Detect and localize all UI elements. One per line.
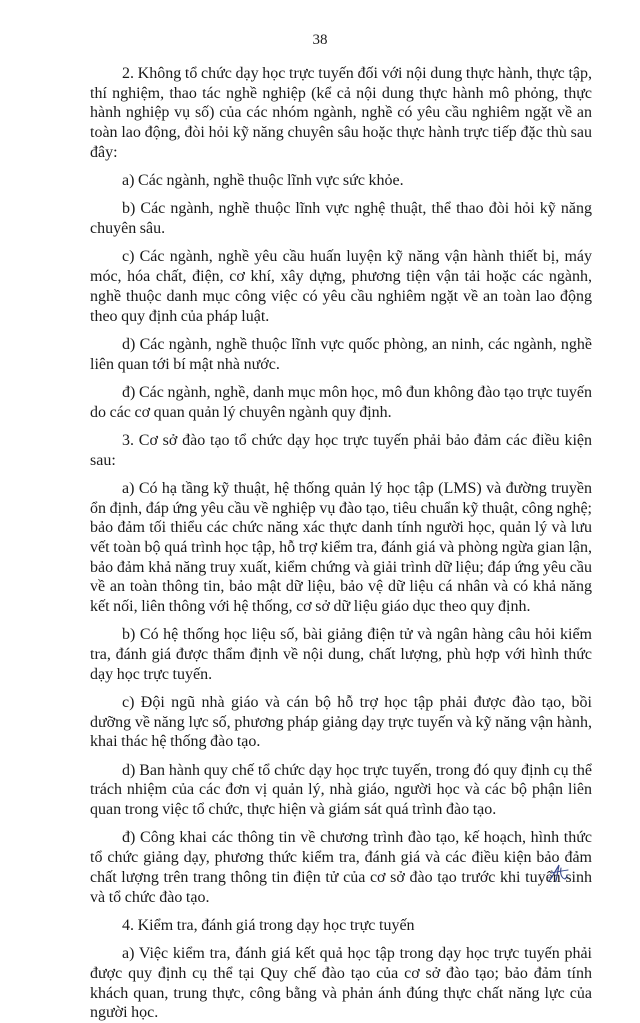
paragraph-3a: a) Có hạ tầng kỹ thuật, hệ thống quản lý học tập (LMS) và đường truyền ổn định, đáp ứng yêu cầu về nghiệp vụ đào tạo, tiêu chuẩn kỹ thuật, công nghệ; bảo đảm tối thiểu các chức năng xác thực danh tính người học, quản lý và lưu vết toàn bộ quá trình học tập, hỗ trợ kiểm tra, đánh giá và phòng ngừa gian lận, bảo đảm khả năng truy xuất, kiểm chứng và giải trình dữ liệu; đáp ứng yêu cầu về an toàn thông tin, bảo mật dữ liệu, bảo vệ dữ liệu cá nhân và có khả năng kết nối, liên thông với hệ thống, cơ sở dữ liệu giáo dục theo quy định. [90, 479, 592, 616]
paragraph-2b: b) Các ngành, nghề thuộc lĩnh vực nghệ thuật, thể thao đòi hỏi kỹ năng chuyên sâu. [90, 200, 592, 238]
paragraph-3: 3. Cơ sở đào tạo tổ chức dạy học trực tuyến phải bảo đảm các điều kiện sau: [90, 431, 592, 469]
paragraph-4a: a) Việc kiểm tra, đánh giá kết quả học tập trong dạy học trực tuyến phải được quy định cụ thể tại Quy chế đào tạo của cơ sở đào tạo; bảo đảm tính khách quan, trung thực, công bằng và phản ánh đúng thực chất năng lực của người học. [90, 945, 592, 1022]
initial-signature [546, 862, 570, 884]
paragraph-2a: a) Các ngành, nghề thuộc lĩnh vực sức khỏe. [122, 172, 404, 190]
paragraph-4: 4. Kiểm tra, đánh giá trong dạy học trực tuyến [122, 916, 415, 934]
paragraph-2c: c) Các ngành, nghề yêu cầu huấn luyện kỹ năng vận hành thiết bị, máy móc, hóa chất, điện, cơ khí, xây dựng, phương tiện vận tải hoặc các ngành, nghề thuộc danh mục công việc có yêu cầu nghiêm ngặt về an toàn lao động theo quy định của pháp luật. [90, 248, 592, 325]
paragraph-2: 2. Không tổ chức dạy học trực tuyến đối với nội dung thực hành, thực tập, thí nghiệm, thao tác nghề nghiệp (kể cả nội dung thực hành mô phỏng, thực hành nghiệp vụ số) của các nhóm ngành, nghề có yêu cầu nghiêm ngặt về an toàn lao động, đòi hỏi kỹ năng chuyên sâu hoặc thực hành trực tiếp đặc thù sau đây: [90, 65, 592, 161]
page-number: 38 [312, 32, 328, 48]
paragraph-3d: d) Ban hành quy chế tổ chức dạy học trực tuyến, trong đó quy định cụ thể trách nhiệm của các đơn vị quản lý, nhà giáo, người học và các bộ phận liên quan trong việc tổ chức, thực hiện và giám sát quá trình đào tạo. [90, 761, 592, 819]
paragraph-2dd: đ) Các ngành, nghề, danh mục môn học, mô đun không đào tạo trực tuyến do các cơ quan quản lý chuyên ngành quy định. [90, 383, 592, 421]
paragraph-3dd: đ) Công khai các thông tin về chương trình đào tạo, kế hoạch, hình thức tổ chức giảng dạy, phương thức kiểm tra, đánh giá và các điều kiện bảo đảm chất lượng trên trang thông tin điện tử của cơ sở đào tạo trước khi tuyển sinh và tổ chức đào tạo. [90, 829, 592, 906]
paragraph-3b: b) Có hệ thống học liệu số, bài giảng điện tử và ngân hàng câu hỏi kiểm tra, đánh giá được thẩm định về nội dung, chất lượng, phù hợp với hình thức dạy học trực tuyến. [90, 626, 592, 683]
document-body [90, 64, 592, 1023]
paragraph-2d: d) Các ngành, nghề thuộc lĩnh vực quốc phòng, an ninh, các ngành, nghề liên quan tới bí mật nhà nước. [90, 335, 592, 373]
paragraph-3c: c) Đội ngũ nhà giáo và cán bộ hỗ trợ học tập phải được đào tạo, bồi dưỡng về năng lực số, phương pháp giảng dạy trực tuyến và kỹ năng vận hành, khai thác hệ thống đào tạo. [90, 694, 592, 751]
